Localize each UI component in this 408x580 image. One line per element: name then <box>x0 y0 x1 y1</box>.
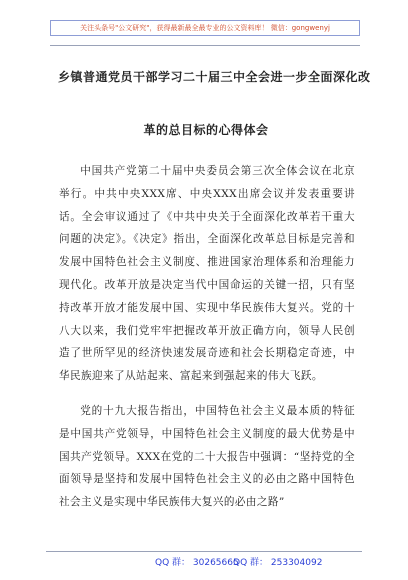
document-title-line-2: 革的总目标的心得体会 <box>143 123 269 137</box>
footer-divider <box>46 551 362 552</box>
footer-qq-group-1: QQ 群： 30265665 <box>155 558 239 568</box>
header-notice-box <box>50 20 360 36</box>
footer-qq-group-2: QQ 群： 253304092 <box>233 558 323 568</box>
body-paragraph-1: 中国共产党第二十届中央委员会第三次全体会议在北京举行。中共中央XXX席、中央XXX出席会议并发表重要讲话。全会审议通过了《中共中央关于全面深化改革若干重大问题的决定》。《决定》指出，全面深化改革总目标是完善和发展中国特色社会主义制度、推进国家治理体系和治理能力现代化。改革开放是决定当代中国命运的关键一招，只有坚持改革开放才能发展中国、实现中华民族伟大复兴。党的十八大以来，我们党牢牢把握改革开放正确方向，领导人民创造了世所罕见的经济快速发展奇迹和社会长期稳定奇迹，中华民族迎来了从站起来、富起来到强起来的伟大飞跃。 <box>59 165 355 383</box>
body-paragraph-2: 党的十九大报告指出，中国特色社会主义最本质的特征是中国共产党领导，中国特色社会主义制度的最大优势是中国共产党领导。XXX在党的二十大报告中强调：“坚持党的全面领导是坚持和发展中国特色社会主义的必由之路中国特色社会主义是实现中华民族伟大复兴的必由之路” <box>59 405 355 509</box>
document-title-line-1: 乡镇普通党员干部学习二十届三中全会进一步全面深化改 <box>58 70 371 84</box>
header-divider <box>50 45 360 46</box>
header-notice-text: 关注头条号"公文研究"，获得最新最全最专业的公文资料库！ 微信：gongwenyj <box>80 24 330 32</box>
